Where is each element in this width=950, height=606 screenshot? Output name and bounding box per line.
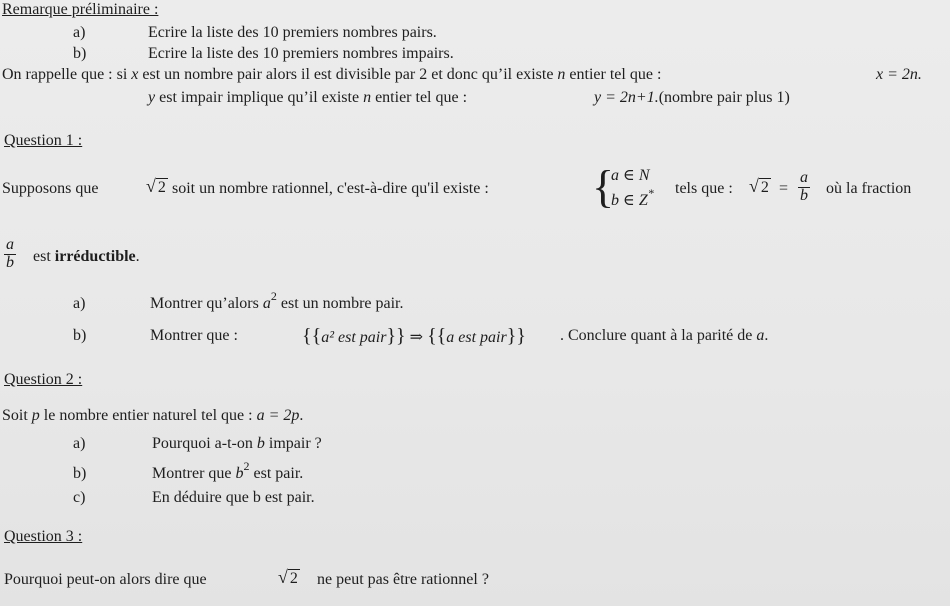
equation-y-line	[594, 90, 790, 106]
q1-b-text2: . Conclure quant à la parité de a.	[560, 327, 769, 344]
rappel-note: (nombre pair plus 1)	[658, 89, 790, 106]
q2-a-label: a)	[73, 435, 86, 452]
q1-sqrt-2: √ 2	[146, 176, 166, 196]
q3-sqrt-2: √ 2	[278, 567, 298, 587]
rappel-text: entier tel que :	[565, 66, 662, 83]
q1-a-label: a)	[73, 295, 86, 312]
q1-sqrt-2-eq: √ 2	[749, 176, 769, 196]
question-3-heading: Question 3 :	[4, 528, 83, 545]
var-n: n	[557, 66, 566, 83]
question-1-heading: Question 1 :	[4, 132, 83, 149]
q2-a-text: Pourquoi a-t-on b impair ?	[152, 435, 322, 452]
q1-b-label: b)	[73, 327, 87, 344]
q2-b-label: b)	[73, 465, 87, 482]
fraction-a-over-b-2: $\frac{a}{b}$	[6, 236, 14, 271]
rappel-text: On rappelle que : si	[2, 66, 132, 83]
rappel-text: est un nombre pair alors il est divisible par 2 et donc qu’il existe	[138, 66, 558, 83]
rappel-text: est impair implique qu’il existe	[155, 89, 364, 106]
equation-y: y = 2n+1.	[594, 89, 659, 106]
q2-c-text: En déduire que b est pair.	[152, 489, 315, 506]
condition-b-in-z: b ∈ Z*	[611, 186, 654, 209]
var-y: y	[148, 89, 156, 106]
q1-irreducible-line: est irréductible.	[33, 248, 140, 265]
rappel-line-1	[2, 67, 661, 83]
question-2-heading: Question 2 :	[4, 371, 83, 388]
prelim-b-label: b)	[73, 45, 87, 62]
rappel-line-2	[148, 90, 467, 106]
equation-x: x = 2n.	[876, 66, 922, 83]
prelim-heading: Remarque préliminaire :	[2, 1, 159, 18]
implication: {{a² est pair}} ⇒ {{a est pair}}	[302, 325, 526, 347]
q1-intro-a: Supposons que	[2, 180, 99, 197]
q3-text-b: ne peut pas être rationnel ?	[317, 571, 489, 588]
var-x: x	[131, 66, 139, 83]
q1-intro-d: où la fraction	[826, 180, 912, 197]
q1-b-text1: Montrer que :	[150, 327, 238, 344]
left-brace: {	[592, 161, 615, 212]
fraction-a-over-b: $\frac{a}{b}$	[800, 169, 808, 204]
prelim-a-text: Ecrire la liste des 10 premiers nombres pairs.	[148, 24, 437, 41]
prelim-a-label: a)	[73, 24, 86, 41]
q2-b-text: Montrer que $b^2$ est pair.	[152, 459, 304, 482]
q1-a-text: Montrer qu’alors $a^2$ est un nombre pair.	[150, 289, 404, 312]
rappel-text: entier tel que :	[371, 89, 468, 106]
condition-a-in-n: a ∈ N	[611, 167, 650, 184]
q2-c-label: c)	[73, 489, 86, 506]
q2-intro: Soit p le nombre entier naturel tel que : a = 2p.	[2, 407, 304, 424]
prelim-b-text: Ecrire la liste des 10 premiers nombres impairs.	[148, 45, 454, 62]
var-n: n	[363, 89, 372, 106]
q1-intro-b: soit un nombre rationnel, c'est-à-dire qu'il existe :	[172, 180, 489, 197]
irreducible-bold: irréductible	[54, 248, 136, 265]
q1-intro-c: tels que :	[675, 180, 733, 197]
q3-text-a: Pourquoi peut-on alors dire que	[4, 571, 207, 588]
q1-eq-sign: =	[779, 180, 789, 197]
